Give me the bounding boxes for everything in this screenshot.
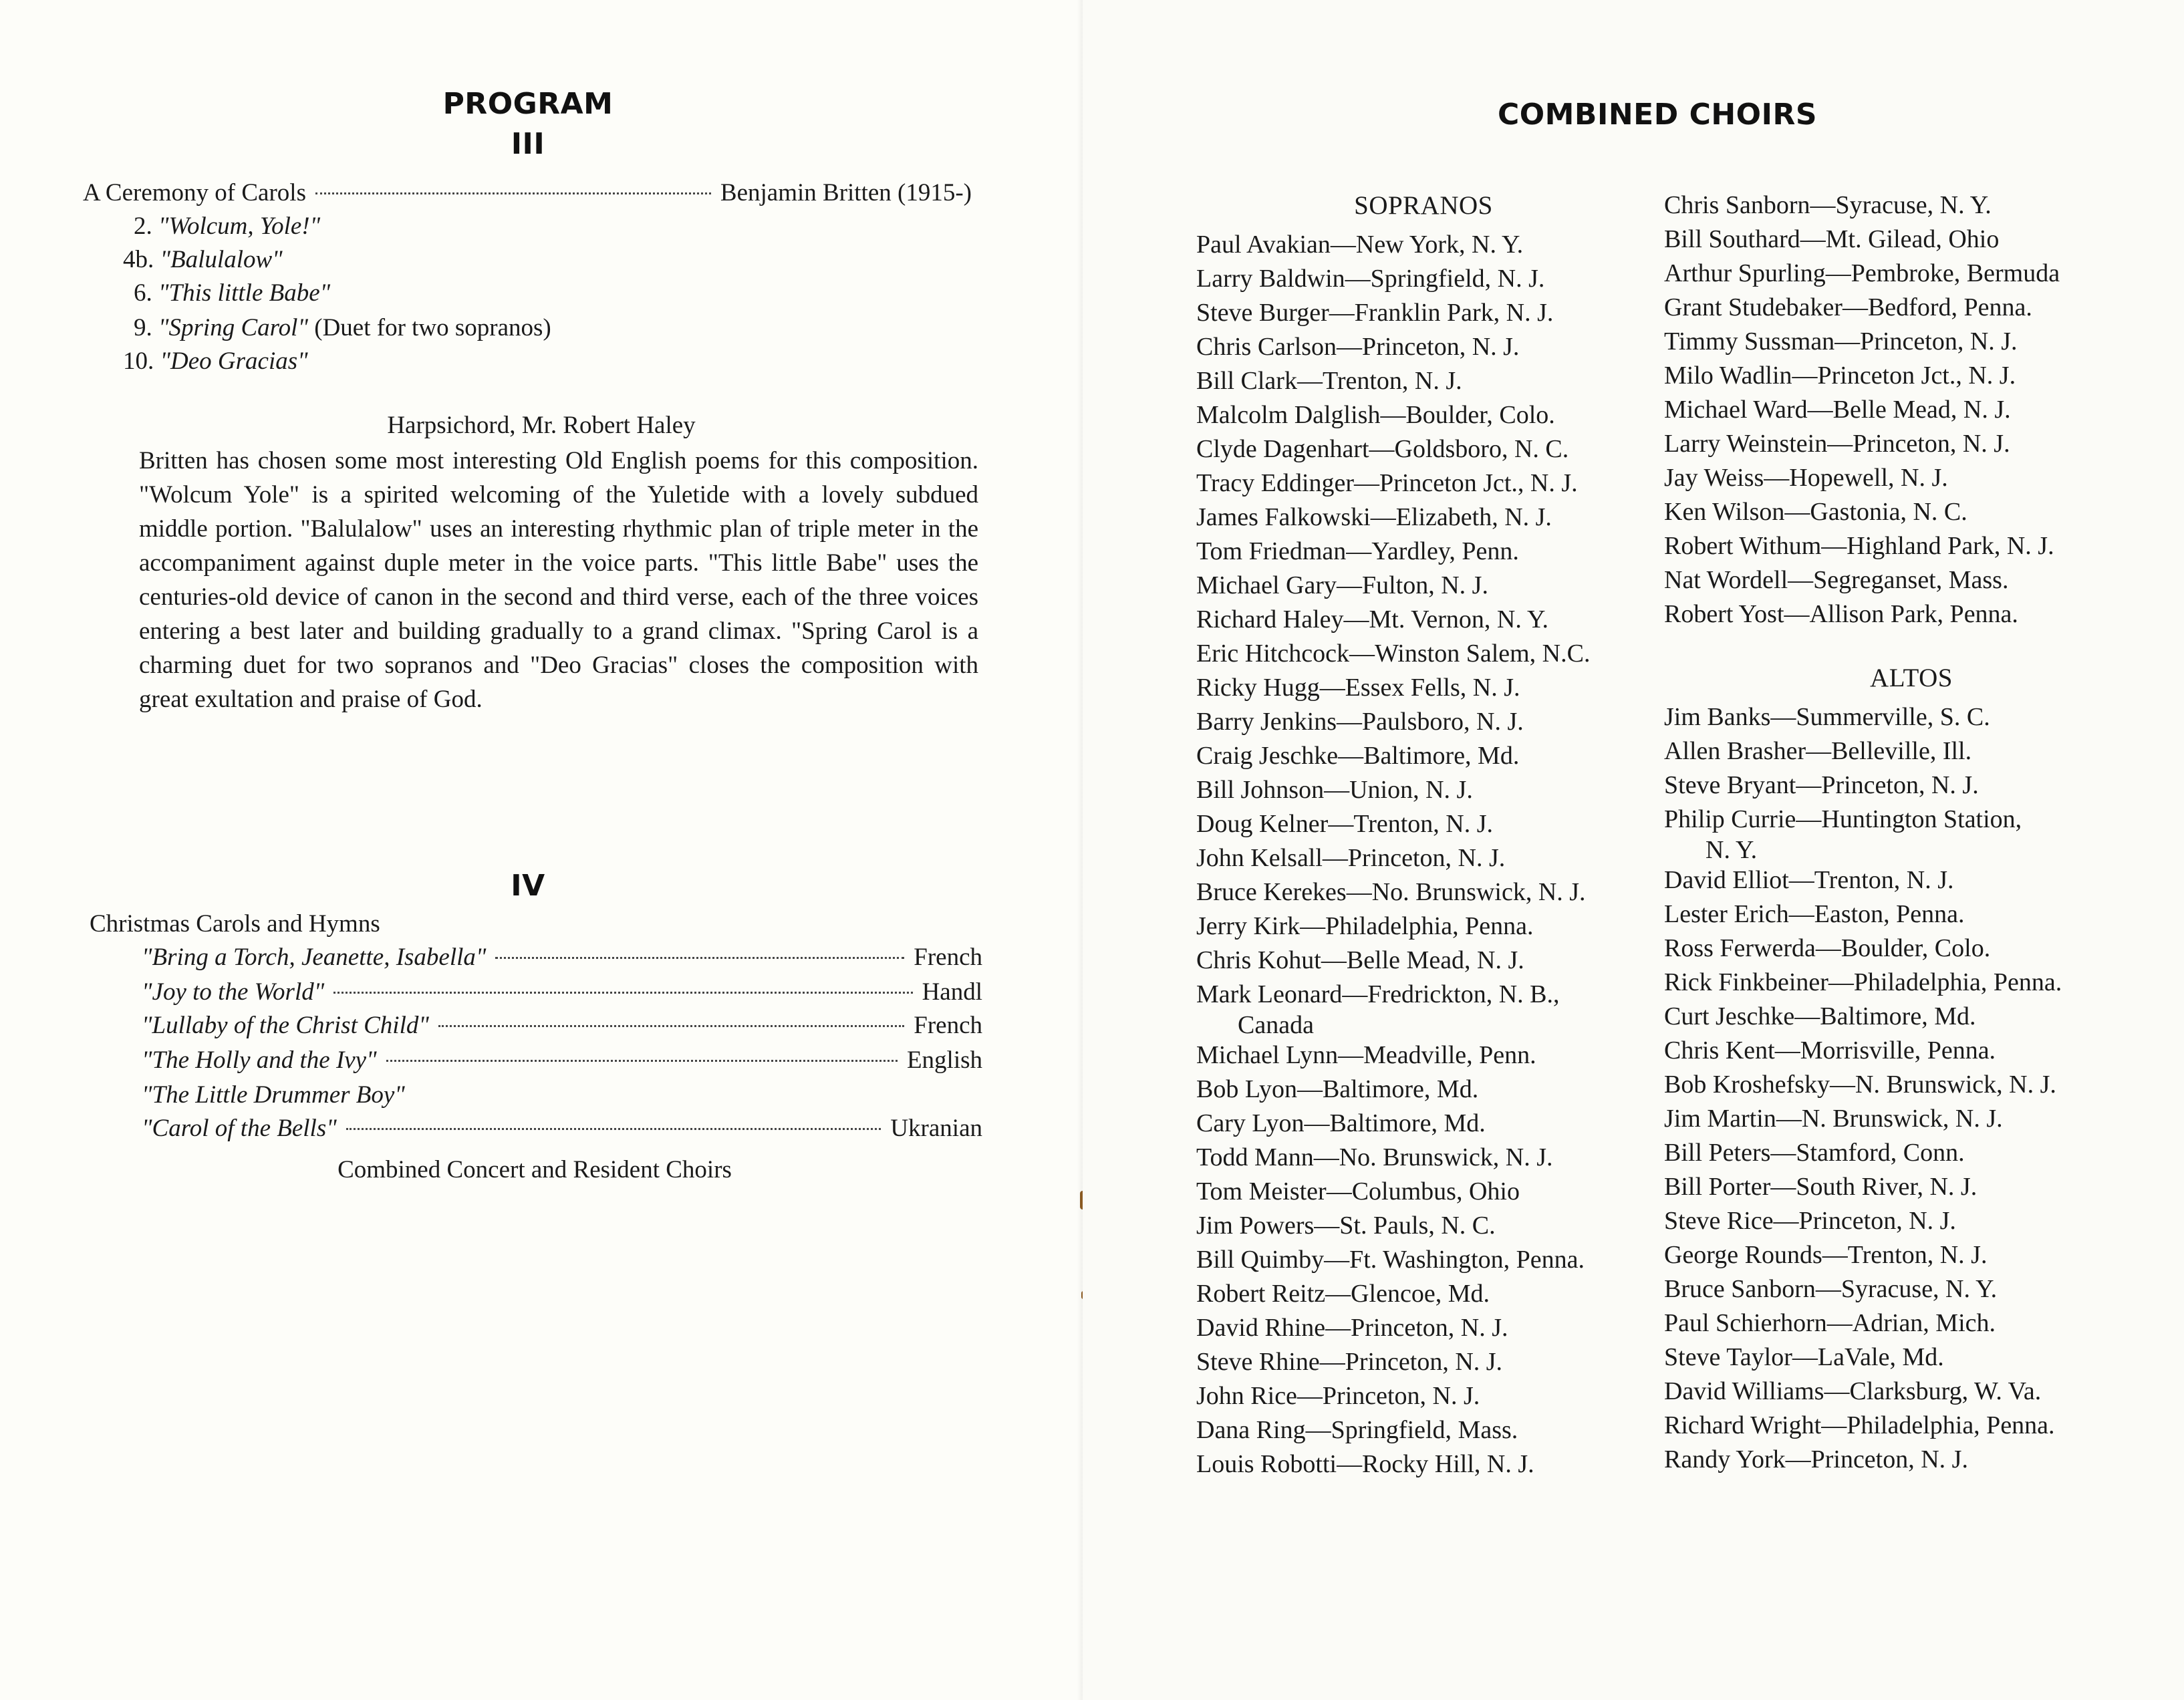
choir-member: Chris Kent—Morrisville, Penna. [1664,1036,1996,1065]
choir-member: Jim Banks—Summerville, S. C. [1664,703,1990,731]
carol-item [142,1044,982,1077]
choir-member: Milo Wadlin—Princeton Jct., N. J. [1664,362,2016,390]
carol-item [142,1009,982,1042]
movement-number: 10. [123,347,154,375]
choir-member: Jim Martin—N. Brunswick, N. J. [1664,1105,2003,1133]
choir-member: Grant Studebaker—Bedford, Penna. [1664,293,2032,321]
choir-member: Louis Robotti—Rocky Hill, N. J. [1196,1450,1534,1478]
choir-member: Steve Taylor—LaVale, Md. [1664,1343,1944,1371]
choir-member: David Williams—Clarksburg, W. Va. [1664,1377,2042,1405]
choir-member: Ken Wilson—Gastonia, N. C. [1664,498,1967,526]
choir-member: James Falkowski—Elizabeth, N. J. [1196,503,1552,531]
movement-item [123,345,308,378]
choir-member: Bill Quimby—Ft. Washington, Penna. [1196,1246,1585,1274]
sopranos-column [1196,188,1651,1481]
movement-title: "Balulalow" [160,246,283,273]
choir-member: Larry Weinstein—Princeton, N. J. [1664,430,2010,458]
movement-item [134,277,330,310]
choir-member: Paul Avakian—New York, N. Y. [1196,231,1524,259]
choir-member: Clyde Dagenhart—Goldsboro, N. C. [1196,435,1569,463]
leader-dots [333,992,912,994]
choir-member [1664,803,2159,863]
choir-member: Bob Lyon—Baltimore, Md. [1196,1075,1479,1103]
movement-title: "Wolcum, Yole!" [158,212,321,240]
choir-member: Bob Kroshefsky—N. Brunswick, N. J. [1664,1071,2056,1099]
right-column [1664,188,2159,1477]
choir-member: Doug Kelner—Trenton, N. J. [1196,810,1494,838]
choir-member: Jay Weiss—Hopewell, N. J. [1664,464,1948,492]
carol-title: "Bring a Torch, Jeanette, Isabella" [142,944,487,971]
leader-dots [386,1060,898,1062]
member-line-continued: N. Y. [1705,836,1758,864]
choir-member: Ricky Hugg—Essex Fells, N. J. [1196,674,1520,702]
choir-member: Steve Rice—Princeton, N. J. [1664,1207,1956,1235]
choir-member: Todd Mann—No. Brunswick, N. J. [1196,1143,1553,1171]
movement-item [134,210,320,243]
work-title: A Ceremony of Carols [83,179,306,206]
choir-member: Barry Jenkins—Paulsboro, N. J. [1196,708,1524,736]
choir-member: Michael Gary—Fulton, N. J. [1196,571,1488,599]
choir-member: Arthur Spurling—Pembroke, Bermuda [1664,259,2060,287]
member-line-continued: Canada [1238,1011,1314,1039]
choir-member: Tom Meister—Columbus, Ohio [1196,1177,1520,1206]
altos-heading: ALTOS [1870,664,1953,692]
carol-origin: French [914,944,982,971]
carol-title: "Carol of the Bells" [142,1115,337,1142]
section-iii-numeral: III [511,127,545,161]
movement-item [123,243,283,277]
movement-title: "This little Babe" [158,279,331,307]
choir-member: Richard Haley—Mt. Vernon, N. Y. [1196,605,1549,633]
carol-title: "The Holly and the Ivy" [142,1046,377,1074]
harpsichord-credit: Harpsichord, Mr. Robert Haley [387,412,696,439]
movement-number: 9. [134,314,152,341]
movement-number: 2. [134,212,152,240]
choir-member: Jim Powers—St. Pauls, N. C. [1196,1212,1496,1240]
program-notes [139,444,978,716]
section-iv-numeral: IV [511,869,545,903]
choir-member: Michael Ward—Belle Mead, N. J. [1664,396,2011,424]
choir-member: Jerry Kirk—Philadelphia, Penna. [1196,912,1534,940]
section-iv-title: Christmas Carols and Hymns [90,910,380,938]
choir-member: Paul Schierhorn—Adrian, Mich. [1664,1309,1996,1337]
carol-title: "Lullaby of the Christ Child" [142,1012,429,1039]
carol-origin: French [914,1012,982,1039]
composer: Benjamin Britten (1915-) [720,179,972,206]
choir-member: Chris Sanborn—Syracuse, N. Y. [1664,191,1992,219]
choir-member: Steve Burger—Franklin Park, N. J. [1196,299,1554,327]
leader-dots [438,1025,904,1027]
movement-number: 4b. [123,246,154,273]
program-heading: PROGRAM [442,87,613,121]
performers-credit: Combined Concert and Resident Choirs [337,1156,732,1183]
choir-member: John Rice—Princeton, N. J. [1196,1382,1480,1410]
choir-member: Steve Rhine—Princeton, N. J. [1196,1348,1503,1376]
choir-member: Bill Johnson—Union, N. J. [1196,776,1473,804]
choir-member: Ross Ferwerda—Boulder, Colo. [1664,934,1991,962]
choir-member: Bill Porter—South River, N. J. [1664,1173,1977,1201]
sopranos-heading: SOPRANOS [1354,191,1493,220]
member-line: Mark Leonard—Fredrickton, N. B., [1196,980,1560,1008]
choir-member [1196,978,1651,1038]
ceremony-of-carols-line [83,176,972,210]
choir-member: Eric Hitchcock—Winston Salem, N.C. [1196,640,1591,668]
choir-member: Craig Jeschke—Baltimore, Md. [1196,742,1520,770]
choir-member: Curt Jeschke—Baltimore, Md. [1664,1002,1976,1030]
leader-dots [346,1128,881,1130]
program-notes-text: Britten has chosen some most interesting Old English poems for this composition. "Wolcum Yole" is a spirited welcoming of the Yuletide with a lovely subdued middle portion. "Balulalow" uses an interesting rhythmic plan of triple meter in the accompaniment against duple meter in the voice parts. "This little Babe" uses the centuries-old device of canon in the second and third verse, each of the three voices entering a best later and building gradually to a grand climax. "Spring Carol is a charming duet for two sopranos and "Deo Gracias" closes the composition with great exultation and praise of God. [139,447,978,713]
movement-title: "Deo Gracias" [160,347,308,375]
choir-member: Larry Baldwin—Springfield, N. J. [1196,265,1545,293]
leader-dots [315,192,711,194]
right-page [1083,0,2184,1700]
choir-member: Lester Erich—Easton, Penna. [1664,900,1965,928]
choir-member: Chris Kohut—Belle Mead, N. J. [1196,946,1524,974]
choir-member: Timmy Sussman—Princeton, N. J. [1664,327,2018,356]
carol-item [142,941,982,974]
movement-note: (Duet for two sopranos) [314,314,551,341]
choir-member: Steve Bryant—Princeton, N. J. [1664,771,1979,799]
movement-item [134,311,551,345]
choir-member: Michael Lynn—Meadville, Penn. [1196,1041,1536,1069]
choir-member: Bill Clark—Trenton, N. J. [1196,367,1462,395]
carol-origin: Handl [922,978,982,1006]
choir-member: Rick Finkbeiner—Philadelphia, Penna. [1664,968,2062,996]
choir-member: Robert Reitz—Glencoe, Md. [1196,1280,1490,1308]
choir-member: Robert Withum—Highland Park, N. J. [1664,532,2054,560]
choir-member: Cary Lyon—Baltimore, Md. [1196,1109,1486,1137]
carol-title: "Joy to the World" [142,978,325,1006]
left-page [0,0,1083,1700]
leader-dots [495,957,904,959]
member-line: Philip Currie—Huntington Station, [1664,805,2022,833]
carol-item [142,1112,982,1145]
choir-member: Bill Peters—Stamford, Conn. [1664,1139,1965,1167]
carol-origin: English [906,1046,982,1074]
choir-member: Robert Yost—Allison Park, Penna. [1664,600,2018,628]
choir-member: Bruce Kerekes—No. Brunswick, N. J. [1196,878,1586,906]
choir-member: Tom Friedman—Yardley, Penn. [1196,537,1519,565]
choir-member: Tracy Eddinger—Princeton Jct., N. J. [1196,469,1578,497]
carol-item [142,1079,405,1112]
choir-member: Bill Southard—Mt. Gilead, Ohio [1664,225,2000,253]
movement-number: 6. [134,279,152,307]
choir-member: George Rounds—Trenton, N. J. [1664,1241,1988,1269]
carol-item [142,976,982,1009]
carol-title: "The Little Drummer Boy" [142,1081,405,1109]
choir-member: Bruce Sanborn—Syracuse, N. Y. [1664,1275,1998,1303]
choir-member: Allen Brasher—Belleville, Ill. [1664,737,1972,765]
choir-member: Randy York—Princeton, N. J. [1664,1445,1968,1473]
movement-title: "Spring Carol" [158,314,308,341]
choir-member: Nat Wordell—Segreganset, Mass. [1664,566,2009,594]
choir-member: David Rhine—Princeton, N. J. [1196,1314,1508,1342]
carol-origin: Ukranian [890,1115,982,1142]
choir-member: Malcolm Dalglish—Boulder, Colo. [1196,401,1555,429]
column-gap [1664,631,2159,661]
combined-choirs-heading: COMBINED CHOIRS [1497,98,1818,132]
choir-member: Dana Ring—Springfield, Mass. [1196,1416,1518,1444]
choir-member: Richard Wright—Philadelphia, Penna. [1664,1411,2055,1439]
choir-member: John Kelsall—Princeton, N. J. [1196,844,1506,872]
choir-member: David Elliot—Trenton, N. J. [1664,866,1954,894]
choir-member: Chris Carlson—Princeton, N. J. [1196,333,1520,361]
